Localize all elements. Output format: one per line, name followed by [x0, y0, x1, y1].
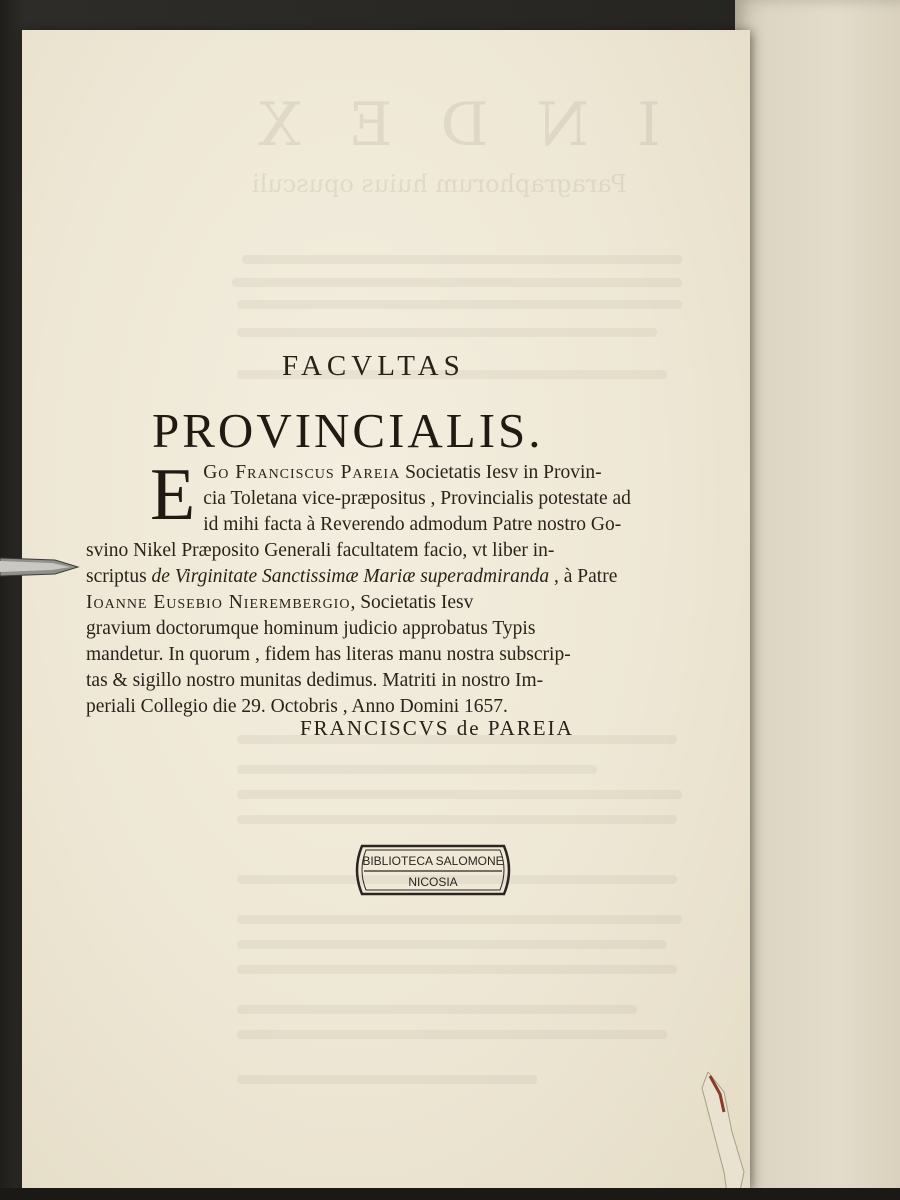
show-through-subtitle: Paragraphorum huius opusculi: [252, 170, 627, 198]
stamp-line-1: BIBLIOTECA SALOMONE: [362, 854, 504, 868]
text-line: cia Toletana vice-præpositus , Provincialis potestate ad: [203, 488, 631, 509]
metal-pointer: [0, 548, 80, 586]
book-page: [22, 30, 750, 1188]
facing-page-edge: [735, 0, 900, 1200]
drop-cap: E: [150, 454, 196, 536]
text-line: scriptus de Virginitate Sanctissimæ Mariæ superadmiranda , à Patre: [86, 566, 618, 587]
text-line: mandetur. In quorum , fidem has literas manu nostra subscrip-: [86, 644, 571, 665]
paper-tab: [688, 1072, 758, 1200]
text-line: tas & sigillo nostro munitas dedimus. Matriti in nostro Im-: [86, 670, 544, 691]
text-line: svino Nikel Præposito Generali facultatem facio, vt liber in-: [86, 540, 555, 561]
table-edge: [0, 1188, 900, 1200]
text-line: Go Franciscus Pareia Societatis Iesv in Provin-: [203, 462, 602, 483]
text-line: periali Collegio die 29. Octobris , Anno Domini 1657.: [86, 696, 508, 717]
library-stamp: [348, 840, 518, 900]
stamp-line-2: NICOSIA: [408, 875, 458, 889]
text-line: id mihi facta à Reverendo admodum Patre nostro Go-: [203, 514, 622, 535]
text-line: Ioanne Eusebio Nierembergio, Societatis Iesv: [86, 592, 474, 613]
heading-facultas: FACVLTAS: [282, 350, 465, 382]
signature-line: FRANCISCVS de PAREIA: [300, 716, 574, 740]
heading-provincialis: PROVINCIALIS.: [152, 403, 544, 458]
license-text: [86, 454, 650, 720]
text-line: gravium doctorumque hominum judicio approbatus Typis: [86, 618, 536, 639]
show-through-title: INDEX: [210, 90, 661, 160]
